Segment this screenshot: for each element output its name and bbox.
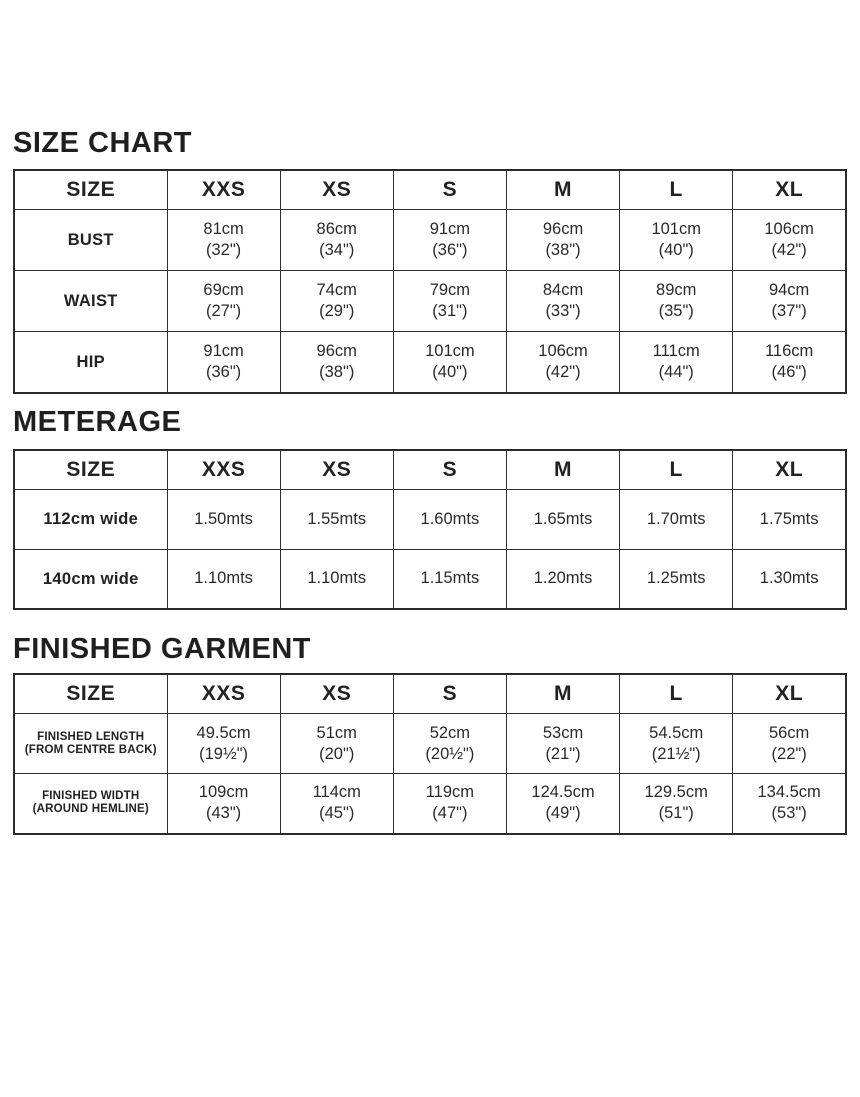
value-cell	[620, 332, 733, 393]
table-head	[14, 450, 846, 490]
row-label-line: FINISHED LENGTH	[37, 730, 145, 743]
value-cell	[733, 714, 846, 774]
column-header-xs: XS	[280, 450, 393, 490]
row-label-line: WAIST	[63, 292, 118, 310]
value-cell	[506, 332, 619, 393]
value-cell	[506, 714, 619, 774]
value-cell	[167, 271, 280, 332]
value-line: 53cm	[542, 723, 584, 742]
column-header-l: L	[620, 450, 733, 490]
value-line: (36")	[205, 362, 242, 381]
table-body	[14, 489, 846, 609]
finished-garment-title: FINISHED GARMENT	[13, 633, 311, 665]
size-chart-table	[13, 169, 847, 394]
value-cell	[280, 714, 393, 774]
value-cell	[280, 210, 393, 271]
size-chart-title: SIZE CHART	[13, 127, 192, 159]
value-line: (43")	[205, 804, 242, 823]
value-line: 74cm	[316, 281, 357, 299]
table-body	[14, 714, 846, 834]
value-line: 91cm	[203, 341, 244, 360]
value-line: 79cm	[429, 281, 471, 299]
value-cell	[167, 714, 280, 774]
value-line: (19½")	[199, 744, 249, 763]
table-row	[14, 332, 846, 393]
value-line: 124.5cm	[531, 783, 595, 802]
table-row	[14, 549, 846, 609]
value-cell	[393, 332, 506, 393]
value-line: 101cm	[651, 220, 701, 238]
value-line: 1.55mts	[307, 509, 367, 528]
value-line: 129.5cm	[644, 783, 708, 802]
value-line: 51cm	[316, 723, 357, 742]
row-label	[14, 271, 167, 332]
value-line: (21")	[545, 744, 581, 763]
finished-garment-table	[13, 673, 847, 835]
column-header-s: S	[393, 170, 506, 210]
value-cell	[393, 774, 506, 834]
value-line: 94cm	[768, 281, 810, 299]
value-line: (35")	[658, 302, 694, 320]
row-label-line: HIP	[76, 352, 105, 371]
table-head	[14, 170, 846, 210]
value-cell	[733, 549, 846, 609]
column-header-s: S	[393, 450, 506, 490]
value-line: (44")	[658, 362, 694, 381]
value-line: 111cm	[652, 341, 700, 360]
value-cell	[280, 489, 393, 549]
value-cell	[506, 549, 619, 609]
value-line: (45")	[319, 804, 355, 823]
value-line: (37")	[771, 302, 807, 320]
value-cell	[733, 774, 846, 834]
section-size-chart	[13, 126, 847, 394]
meterage-table	[13, 449, 847, 611]
table-row	[14, 489, 846, 549]
value-line: 1.75mts	[759, 509, 819, 528]
value-cell	[167, 210, 280, 271]
value-cell	[167, 549, 280, 609]
value-line: 106cm	[764, 220, 814, 238]
column-header-m: M	[506, 170, 619, 210]
row-label	[14, 774, 167, 834]
value-line: 1.10mts	[307, 569, 367, 588]
value-line: 114cm	[312, 783, 361, 802]
value-line: 84cm	[542, 281, 584, 299]
row-label	[14, 714, 167, 774]
column-header-xxs: XXS	[167, 170, 280, 210]
value-line: 96cm	[542, 220, 584, 238]
value-line: (38")	[319, 362, 355, 381]
column-header-xs: XS	[280, 674, 393, 714]
value-cell	[733, 332, 846, 393]
value-cell	[393, 489, 506, 549]
value-line: 89cm	[656, 281, 697, 299]
column-header-xl: XL	[733, 170, 846, 210]
column-header-l: L	[620, 170, 733, 210]
column-header-l: L	[620, 674, 733, 714]
value-cell	[620, 489, 733, 549]
value-line: 52cm	[429, 723, 471, 742]
table-row	[14, 210, 846, 271]
value-line: 1.65mts	[533, 509, 593, 528]
row-label-line: 140cm wide	[42, 569, 139, 588]
column-header-size: SIZE	[14, 170, 167, 210]
value-line: (20½")	[425, 744, 475, 763]
column-header-size: SIZE	[14, 450, 167, 490]
value-cell	[280, 271, 393, 332]
value-cell	[733, 210, 846, 271]
column-header-xl: XL	[733, 674, 846, 714]
value-cell	[280, 549, 393, 609]
value-line: 54.5cm	[649, 723, 704, 742]
value-cell	[620, 210, 733, 271]
section-meterage	[13, 405, 847, 611]
value-cell	[167, 774, 280, 834]
value-line: (40")	[432, 362, 468, 381]
column-header-xl: XL	[733, 450, 846, 490]
value-line: 119cm	[425, 783, 475, 802]
table-head	[14, 674, 846, 714]
value-cell	[393, 271, 506, 332]
value-line: (42")	[545, 362, 581, 381]
row-label	[14, 489, 167, 549]
row-label-line: (AROUND HEMLINE)	[32, 803, 149, 816]
value-line: (34")	[319, 241, 355, 259]
value-cell	[393, 549, 506, 609]
value-line: (42")	[771, 241, 807, 259]
value-line: (22")	[771, 744, 807, 763]
value-line: 116cm	[764, 341, 814, 360]
column-header-m: M	[506, 674, 619, 714]
value-line: 1.15mts	[420, 569, 480, 588]
column-header-m: M	[506, 450, 619, 490]
row-label-line: (FROM CENTRE BACK)	[24, 743, 157, 756]
value-line: (29")	[319, 302, 355, 320]
row-label	[14, 210, 167, 271]
row-label	[14, 332, 167, 393]
value-line: 96cm	[316, 341, 357, 360]
value-line: 1.50mts	[194, 509, 253, 528]
column-header-xxs: XXS	[167, 450, 280, 490]
column-header-s: S	[393, 674, 506, 714]
value-cell	[280, 774, 393, 834]
value-line: (46")	[771, 362, 807, 381]
value-cell	[620, 714, 733, 774]
value-line: 1.25mts	[646, 569, 706, 588]
value-cell	[620, 271, 733, 332]
value-cell	[620, 549, 733, 609]
value-line: (53")	[771, 804, 807, 823]
value-cell	[506, 774, 619, 834]
value-line: (21½")	[651, 744, 701, 763]
value-line: (51")	[658, 804, 694, 823]
value-cell	[620, 774, 733, 834]
value-line: 106cm	[538, 341, 588, 360]
row-label	[14, 549, 167, 609]
value-cell	[393, 714, 506, 774]
value-cell	[506, 210, 619, 271]
value-cell	[167, 332, 280, 393]
value-cell	[167, 489, 280, 549]
value-line: (20")	[319, 744, 355, 763]
value-line: (49")	[545, 804, 581, 823]
value-cell	[506, 489, 619, 549]
value-line: 56cm	[768, 723, 810, 742]
value-cell	[733, 271, 846, 332]
value-line: 1.60mts	[420, 509, 480, 528]
value-line: (31")	[432, 302, 468, 320]
value-line: (38")	[545, 241, 581, 259]
column-header-xs: XS	[280, 170, 393, 210]
value-line: 1.20mts	[533, 569, 593, 588]
table-row	[14, 714, 846, 774]
value-line: (32")	[205, 241, 242, 259]
row-label-line: BUST	[67, 231, 114, 249]
header-row	[14, 170, 846, 210]
value-line: (47")	[432, 804, 468, 823]
value-line: 86cm	[316, 220, 357, 238]
value-line: 134.5cm	[757, 783, 821, 802]
value-line: 101cm	[425, 341, 475, 360]
table-row	[14, 271, 846, 332]
value-cell	[733, 489, 846, 549]
value-cell	[506, 271, 619, 332]
header-row	[14, 450, 846, 490]
value-cell	[280, 332, 393, 393]
value-cell	[393, 210, 506, 271]
value-line: (33")	[545, 302, 581, 320]
meterage-title: METERAGE	[13, 405, 182, 438]
section-finished-garment	[13, 632, 847, 835]
value-line: 109cm	[198, 783, 249, 802]
value-line: 49.5cm	[196, 723, 251, 742]
table-body	[14, 210, 846, 393]
header-row	[14, 674, 846, 714]
value-line: 81cm	[203, 220, 244, 238]
column-header-size: SIZE	[14, 674, 167, 714]
row-label-line: FINISHED WIDTH	[42, 790, 140, 803]
column-header-xxs: XXS	[167, 674, 280, 714]
value-line: (27")	[205, 302, 242, 320]
value-line: (36")	[432, 241, 468, 259]
value-line: 1.70mts	[646, 509, 706, 528]
row-label-line: 112cm wide	[43, 510, 139, 528]
value-line: 1.10mts	[194, 569, 253, 588]
table-row	[14, 774, 846, 834]
value-line: (40")	[658, 241, 694, 259]
value-line: 91cm	[429, 220, 471, 238]
value-line: 69cm	[203, 281, 244, 299]
value-line: 1.30mts	[759, 569, 819, 588]
